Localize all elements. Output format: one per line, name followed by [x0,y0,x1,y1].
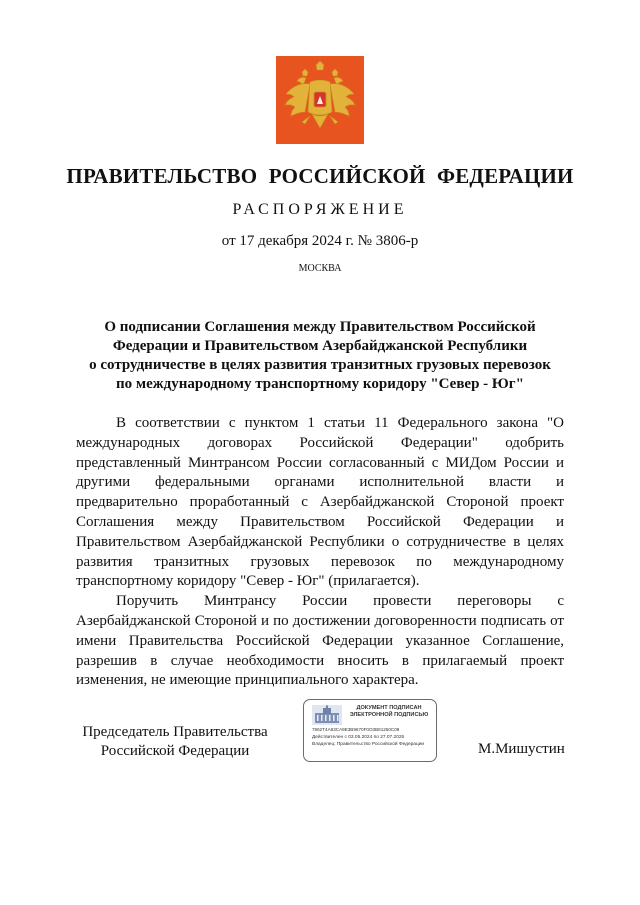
position-line: Председатель Правительства [82,724,268,740]
certificate-validity: Действителен с 03.05.2024 по 27.07.2025 [312,735,405,740]
heading-line: Федерации и Правительством Азербайджанской Республики [112,338,528,354]
certificate-serial: 7862T4A83CA9E3B9670F0O3B81250C08 [312,727,400,732]
issue-city: МОСКВА [298,263,342,274]
coat-of-arms-emblem [276,56,364,144]
certificate-owner: Владелец: Правительство Российской Федерации [312,742,425,747]
signatory-name: М.Мишустин [478,741,565,757]
body-paragraph: В соответствии с пунктом 1 статьи 11 Федерального закона "О международных договорах Российской Федерации" одобрить представленный Минтрансом России согласованный с МИДом России и другими федеральными органами исполнительной власти и предварительно проработанный с Азербайджанской Стороной проект Соглашения между Правительством Российской Федерации и Правительством Азербайджанской Республики о сотрудничестве в целях развития транзитных грузовых перевозок по международному транспортному коридору "Север - Юг" (прилагается). [76,415,564,590]
document-body [76,414,564,691]
stamp-title [346,705,432,719]
stamp-title-line: ДОКУМЕНТ ПОДПИСАН [356,705,422,711]
government-building-icon [312,705,342,725]
document-type: РАСПОРЯЖЕНИЕ [232,201,408,218]
signatory-position [70,723,280,761]
heading-line: по международному транспортному коридору "Север - Юг" [116,376,524,392]
heading-line: О подписании Соглашения между Правительством Российской [104,319,536,335]
government-title: ПРАВИТЕЛЬСТВО РОССИЙСКОЙ ФЕДЕРАЦИИ [66,164,574,188]
position-line: Российской Федерации [100,743,250,759]
body-paragraph: Поручить Минтрансу России провести переговоры с Азербайджанской Стороной и по достижении договоренности подписать от имени Правительства Российской Федерации указанное Соглашение, разрешив в случае необходимости вносить в прилагаемый проект изменения, не имеющие принципиального характера. [76,593,564,689]
order-date-number: от 17 декабря 2024 г. № 3806-р [221,233,419,249]
document-heading [60,318,580,394]
heading-line: о сотрудничестве в целях развития транзитных грузовых перевозок [89,357,551,373]
electronic-signature-stamp [303,699,437,762]
stamp-title-line: ЭЛЕКТРОННОЙ ПОДПИСЬЮ [349,712,429,718]
